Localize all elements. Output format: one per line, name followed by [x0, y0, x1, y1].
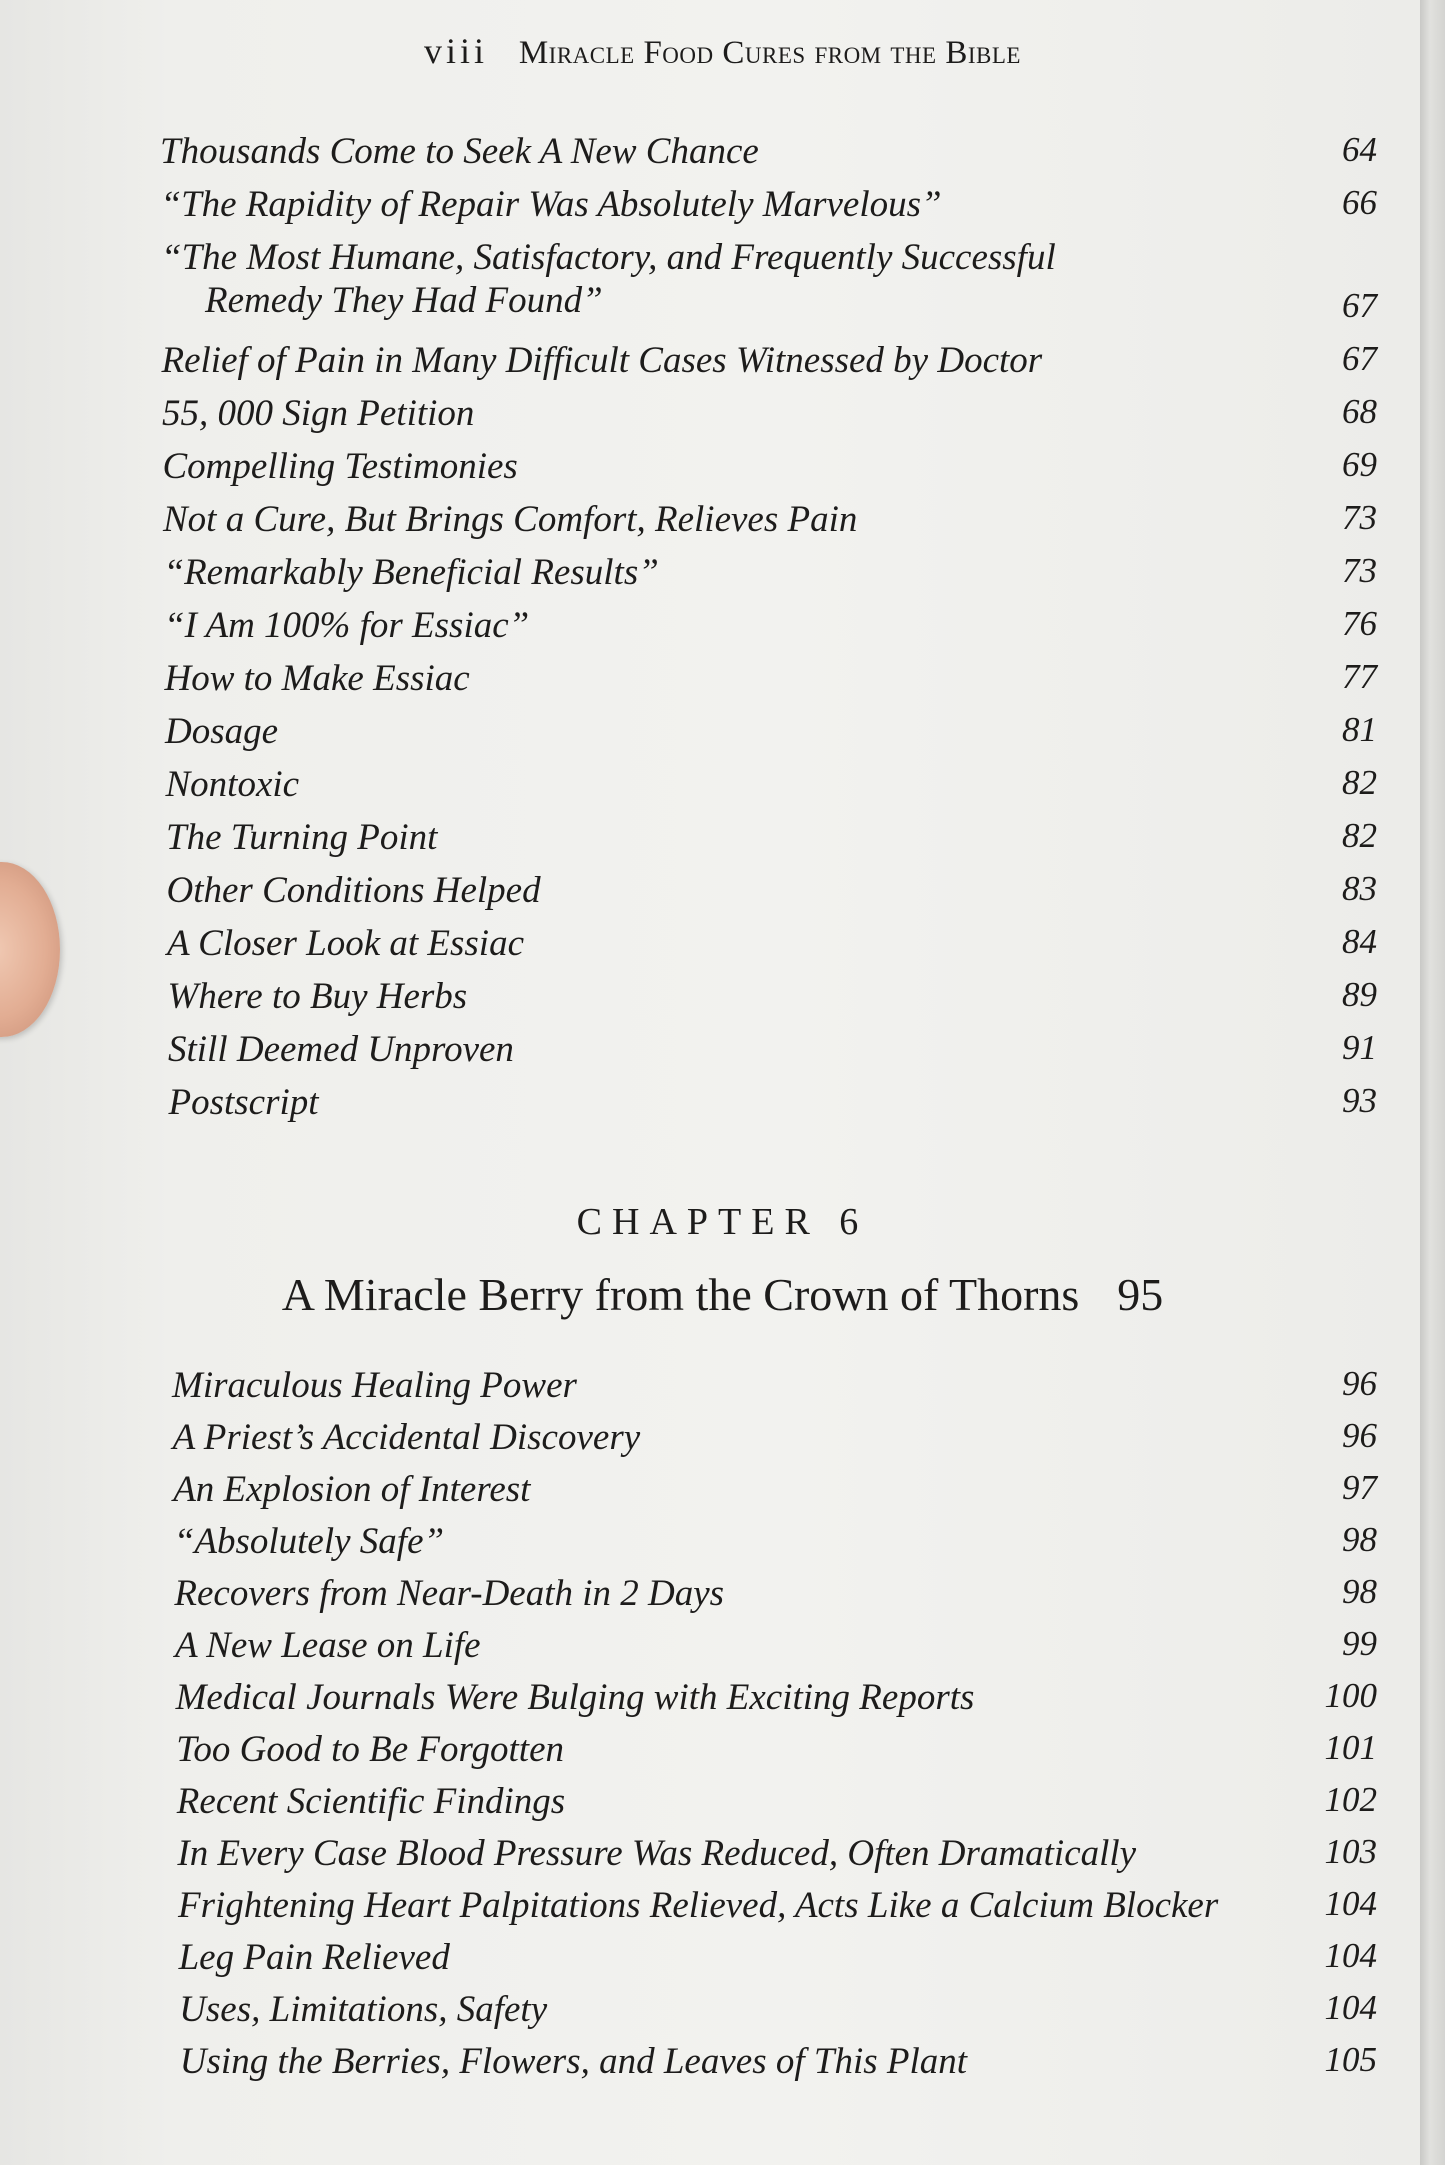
toc-entry-page: 83 — [1342, 869, 1377, 908]
toc-entry-title-text: “I Am 100% for Essiac” — [164, 605, 530, 646]
toc-entry-title-text: Uses, Limitations, Safety — [179, 1989, 548, 2030]
toc-entry — [0, 1624, 1445, 1674]
toc-entry — [0, 1988, 1445, 2038]
toc-entry-page: 69 — [1342, 445, 1377, 484]
toc-entry-title-text: Recovers from Near-Death in 2 Days — [174, 1573, 725, 1614]
toc-entry-page: 93 — [1342, 1081, 1377, 1120]
toc-entry-title — [166, 763, 300, 806]
toc-entry-title — [162, 339, 1043, 382]
toc-entry-page: 89 — [1342, 975, 1377, 1014]
chapter-page-number: 95 — [1117, 1269, 1164, 1320]
running-header — [0, 30, 1445, 72]
toc-entry-title-text: Too Good to Be Forgotten — [176, 1729, 565, 1770]
toc-entry-title-text: “The Most Humane, Satisfactory, and Frequently Successful — [161, 237, 1056, 278]
toc-entry-title — [177, 1780, 565, 1823]
toc-entry-title-text: Medical Journals Were Bulging with Exciting Reports — [175, 1677, 975, 1718]
toc-entry-page: 67 — [1342, 286, 1377, 325]
toc-entry-title — [167, 922, 524, 965]
toc-entry — [0, 445, 1445, 495]
toc-entry-title — [176, 1676, 975, 1719]
toc-entry-title — [174, 1520, 444, 1563]
toc-entry — [0, 1572, 1445, 1622]
chapter-title-text: A Miracle Berry from the Crown of Thorns — [281, 1269, 1080, 1320]
toc-entry-title — [173, 1468, 530, 1511]
toc-entry-title — [180, 2040, 967, 2083]
toc-entry-title — [179, 1988, 547, 2031]
toc-entry-title — [169, 1081, 319, 1124]
toc-entry-title-text: Miraculous Healing Power — [172, 1365, 577, 1406]
toc-entry-title-text: Nontoxic — [165, 764, 300, 805]
toc-entry-title — [167, 869, 541, 912]
toc-entry-title — [164, 604, 529, 647]
toc-entry-title-text: Frightening Heart Palpitations Relieved, Acts Like a Calcium Blocker — [178, 1885, 1219, 1926]
toc-entry-title — [172, 1364, 577, 1407]
toc-entry-title — [162, 392, 474, 435]
toc-entry — [0, 604, 1445, 654]
toc-entry-title — [173, 1416, 641, 1459]
toc-entry-title-text: How to Make Essiac — [164, 658, 470, 699]
toc-entry-title-text: 55, 000 Sign Petition — [162, 393, 475, 434]
toc-entry — [0, 710, 1445, 760]
toc-entry-page: 97 — [1342, 1468, 1377, 1507]
toc-entry — [0, 1468, 1445, 1518]
toc-entry-page: 64 — [1342, 130, 1377, 169]
toc-entry-title — [178, 1884, 1218, 1927]
toc-entry-title — [179, 1936, 450, 1979]
chapter-label: CHAPTER 6 — [576, 1201, 869, 1243]
toc-entry-page: 104 — [1324, 1936, 1377, 1975]
toc-entry-page: 67 — [1342, 339, 1377, 378]
toc-entry-page: 98 — [1342, 1520, 1377, 1559]
toc-entry-page: 104 — [1324, 1988, 1377, 2027]
toc-entry-title-continuation: Remedy They Had Found” — [205, 280, 603, 321]
toc-entry-title — [174, 1572, 724, 1615]
toc-entry-title — [166, 816, 437, 859]
toc-entry — [0, 1364, 1445, 1414]
toc-entry-page: 105 — [1324, 2040, 1377, 2079]
toc-entry-title-text: Postscript — [168, 1082, 319, 1123]
toc-entry-page: 101 — [1324, 1728, 1377, 1767]
toc-entry-title-text: Recent Scientific Findings — [176, 1781, 566, 1822]
toc-entry-page: 98 — [1342, 1572, 1377, 1611]
toc-entry — [0, 1416, 1445, 1466]
toc-entry — [0, 657, 1445, 707]
toc-entry-page: 73 — [1342, 498, 1377, 537]
toc-entry-title — [164, 551, 659, 594]
toc-entry-title-text: Thousands Come to Seek A New Chance — [160, 131, 759, 172]
toc-entry — [0, 236, 1445, 325]
toc-entry-title — [165, 657, 470, 700]
toc-entry-page: 99 — [1342, 1624, 1377, 1663]
toc-entry-title-text: A New Lease on Life — [175, 1625, 481, 1666]
toc-entry-title — [161, 183, 942, 226]
toc-entry-title-text: An Explosion of Interest — [173, 1469, 531, 1510]
toc-entry — [0, 1081, 1445, 1131]
toc-entry-title-text: Other Conditions Helped — [166, 870, 541, 911]
toc-entry — [0, 922, 1445, 972]
toc-entry-title-text: A Priest’s Accidental Discovery — [172, 1417, 641, 1458]
chapter-title — [0, 1268, 1445, 1321]
toc-entry — [0, 869, 1445, 919]
toc-entry — [0, 816, 1445, 866]
toc-entry-title-text: Still Deemed Unproven — [168, 1029, 514, 1070]
toc-entry-title-text: Leg Pain Relieved — [178, 1937, 450, 1978]
toc-entry — [0, 2040, 1445, 2090]
toc-entry — [0, 183, 1445, 233]
toc-entry-page: 103 — [1324, 1832, 1377, 1871]
toc-entry-title — [161, 236, 1056, 322]
toc-entry-title-text: “Absolutely Safe” — [173, 1521, 445, 1562]
toc-entry-page: 91 — [1342, 1028, 1377, 1067]
toc-entry-title — [168, 975, 468, 1018]
toc-entry-page: 82 — [1342, 816, 1377, 855]
toc-entry-title — [163, 445, 518, 488]
toc-entry-page: 77 — [1342, 657, 1377, 696]
toc-entry — [0, 498, 1445, 548]
toc-entry — [0, 551, 1445, 601]
toc-entry-title-text: In Every Case Blood Pressure Was Reduced, Often Dramatically — [177, 1833, 1137, 1874]
toc-entry — [0, 1676, 1445, 1726]
toc-entry-title-text: Not a Cure, But Brings Comfort, Relieves Pain — [163, 499, 858, 540]
toc-entry-page: 66 — [1342, 183, 1377, 222]
toc-entry-title — [163, 498, 857, 541]
toc-entry-title — [175, 1624, 481, 1667]
toc-entry-page: 73 — [1342, 551, 1377, 590]
toc-entry-page: 96 — [1342, 1364, 1377, 1403]
toc-entry — [0, 339, 1445, 389]
toc-entry-title — [176, 1728, 564, 1771]
page-number: viii — [424, 31, 489, 71]
toc-entry — [0, 1728, 1445, 1778]
toc-entry — [0, 763, 1445, 813]
toc-entry — [0, 1028, 1445, 1078]
toc-entry-title-text: The Turning Point — [166, 817, 438, 858]
toc-entry-title-text: Relief of Pain in Many Difficult Cases Witnessed by Doctor — [161, 340, 1043, 381]
toc-entry-page: 96 — [1342, 1416, 1377, 1455]
toc-entry-page: 100 — [1324, 1676, 1377, 1715]
toc-entry — [0, 1520, 1445, 1570]
toc-entry-title-text: “The Rapidity of Repair Was Absolutely Marvelous” — [160, 184, 942, 225]
toc-entry-title — [165, 710, 278, 753]
toc-entry-page: 102 — [1324, 1780, 1377, 1819]
toc-entry-title-text: Compelling Testimonies — [162, 446, 518, 487]
toc-entry-title — [177, 1832, 1136, 1875]
toc-entry — [0, 1936, 1445, 1986]
toc-entry — [0, 1884, 1445, 1934]
toc-entry-title-text: Dosage — [165, 711, 279, 752]
toc-entry-page: 84 — [1342, 922, 1377, 961]
toc-entry-page: 81 — [1342, 710, 1377, 749]
toc-entry — [0, 130, 1445, 180]
running-title: Miracle Food Cures from the Bible — [518, 35, 1021, 71]
toc-entry-title-text: Where to Buy Herbs — [167, 976, 468, 1017]
toc-entry-title — [160, 130, 759, 173]
toc-entry-title — [168, 1028, 514, 1071]
toc-entry-page: 104 — [1324, 1884, 1377, 1923]
toc-entry-title-text: Using the Berries, Flowers, and Leaves of This Plant — [179, 2041, 968, 2082]
toc-entry-title-text: A Closer Look at Essiac — [167, 923, 524, 964]
toc-entry — [0, 975, 1445, 1025]
toc-entry-page: 82 — [1342, 763, 1377, 802]
toc-entry-title-text: “Remarkably Beneficial Results” — [163, 552, 659, 593]
toc-entry — [0, 1780, 1445, 1830]
toc-entry-page: 68 — [1342, 392, 1377, 431]
toc-entry — [0, 392, 1445, 442]
toc-entry — [0, 1832, 1445, 1882]
toc-entry-page: 76 — [1342, 604, 1377, 643]
